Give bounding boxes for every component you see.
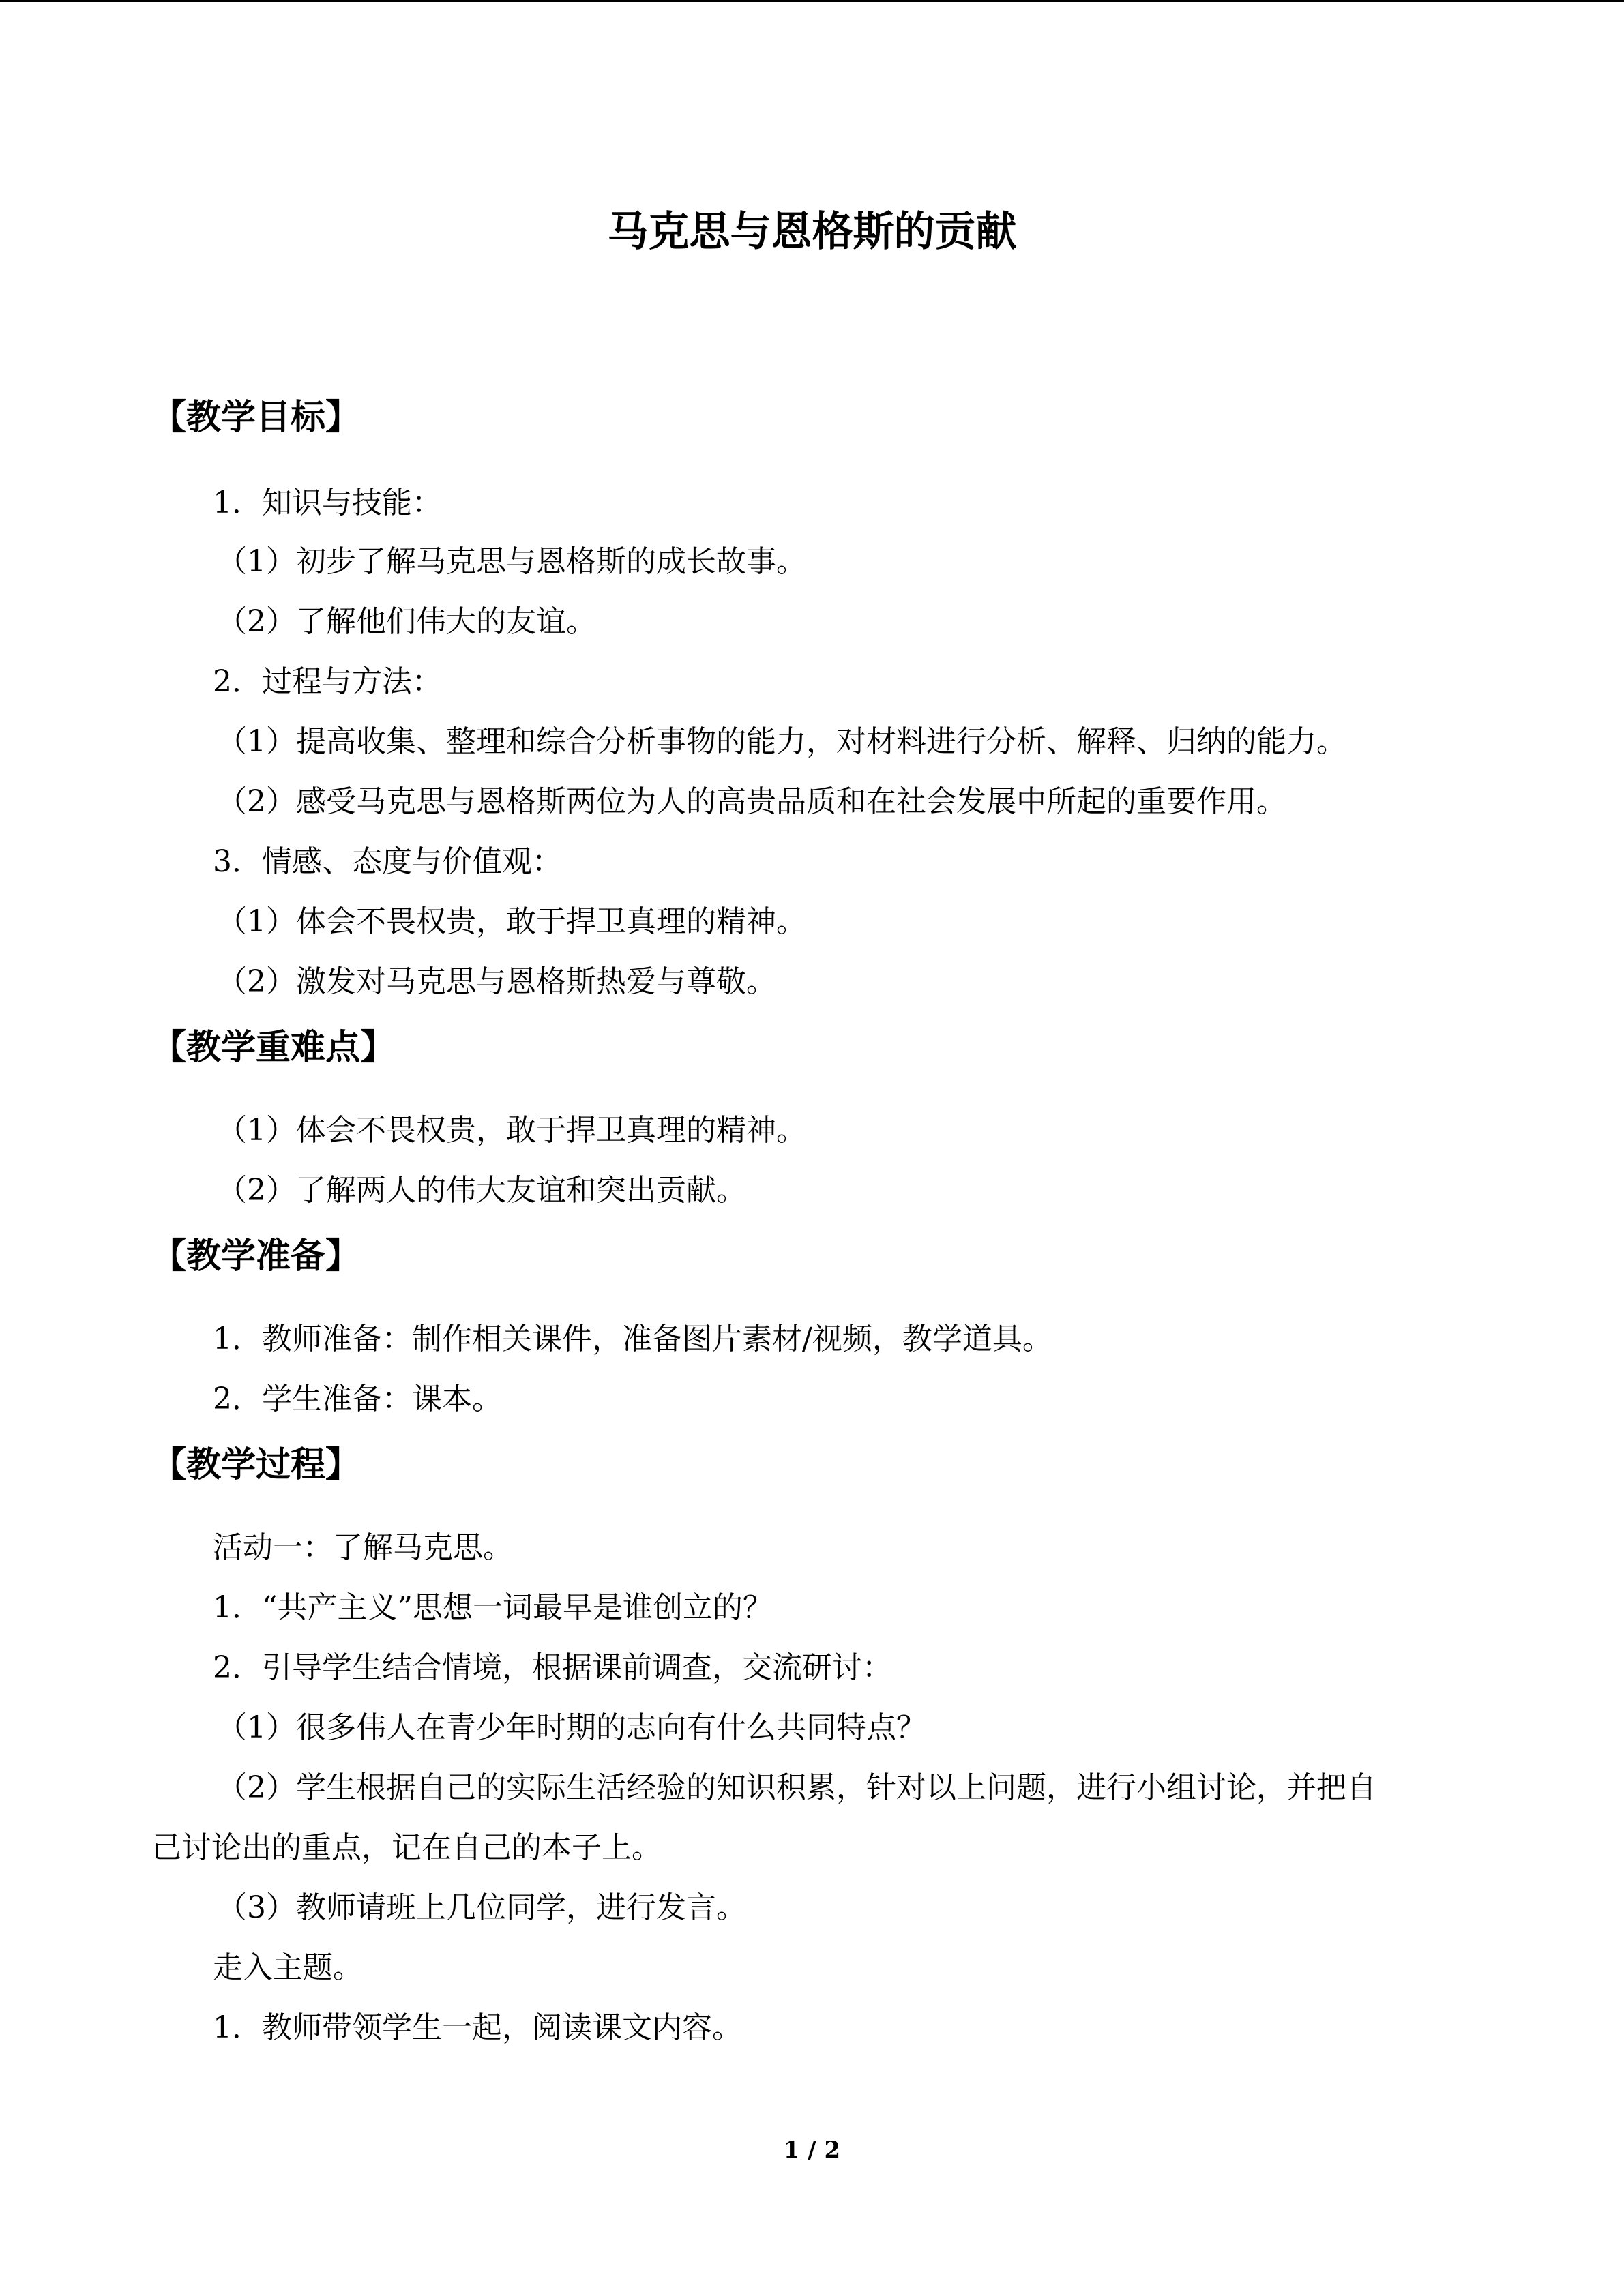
process-line: （3）教师请班上几位同学，进行发言。 bbox=[217, 1890, 746, 1925]
process-line: 1．教师带领学生一起，阅读课文内容。 bbox=[213, 2010, 742, 2045]
preparation-line: 1．教师准备：制作相关课件，准备图片素材/视频，教学道具。 bbox=[213, 1322, 1052, 1356]
process-line: 走入主题。 bbox=[213, 1950, 363, 1985]
document-title: 马克思与恩格斯的贡献 bbox=[607, 208, 1017, 256]
process-line: 己讨论出的重点，记在自己的本子上。 bbox=[151, 1830, 662, 1865]
objectives-line: （1）体会不畏权贵，敢于捍卫真理的精神。 bbox=[217, 904, 806, 939]
process-line: 2．引导学生结合情境，根据课前调查，交流研讨： bbox=[213, 1650, 892, 1685]
objectives-heading: 【教学目标】 bbox=[151, 398, 361, 438]
page-top-border bbox=[0, 0, 1624, 2]
preparation-line: 2．学生准备：课本。 bbox=[213, 1382, 502, 1416]
objectives-line: （1）提高收集、整理和综合分析事物的能力，对材料进行分析、解释、归纳的能力。 bbox=[217, 724, 1346, 759]
objectives-line: 3．情感、态度与价值观： bbox=[213, 844, 562, 879]
process-heading: 【教学过程】 bbox=[151, 1445, 361, 1485]
preparation-heading: 【教学准备】 bbox=[151, 1236, 361, 1277]
objectives-line: （2）激发对马克思与恩格斯热爱与尊敬。 bbox=[217, 964, 776, 999]
key-points-heading: 【教学重难点】 bbox=[151, 1028, 396, 1068]
objectives-line: （2）感受马克思与恩格斯两位为人的高贵品质和在社会发展中所起的重要作用。 bbox=[217, 784, 1286, 819]
process-line: （2）学生根据自己的实际生活经验的知识积累，针对以上问题，进行小组讨论，并把自 bbox=[217, 1770, 1376, 1805]
key-points-line: （2）了解两人的伟大友谊和突出贡献。 bbox=[217, 1173, 746, 1208]
key-points-line: （1）体会不畏权贵，敢于捍卫真理的精神。 bbox=[217, 1113, 806, 1148]
objectives-line: 2．过程与方法： bbox=[213, 664, 442, 699]
objectives-line: （2）了解他们伟大的友谊。 bbox=[217, 604, 596, 639]
objectives-line: 1．知识与技能： bbox=[213, 486, 442, 520]
process-line: 1．“共产主义”思想一词最早是谁创立的？ bbox=[213, 1590, 773, 1625]
process-line: （1）很多伟人在青少年时期的志向有什么共同特点？ bbox=[217, 1710, 926, 1745]
objectives-line: （1）初步了解马克思与恩格斯的成长故事。 bbox=[217, 544, 806, 579]
page-number: 1 / 2 bbox=[783, 2136, 841, 2164]
process-line: 活动一：了解马克思。 bbox=[213, 1530, 513, 1565]
